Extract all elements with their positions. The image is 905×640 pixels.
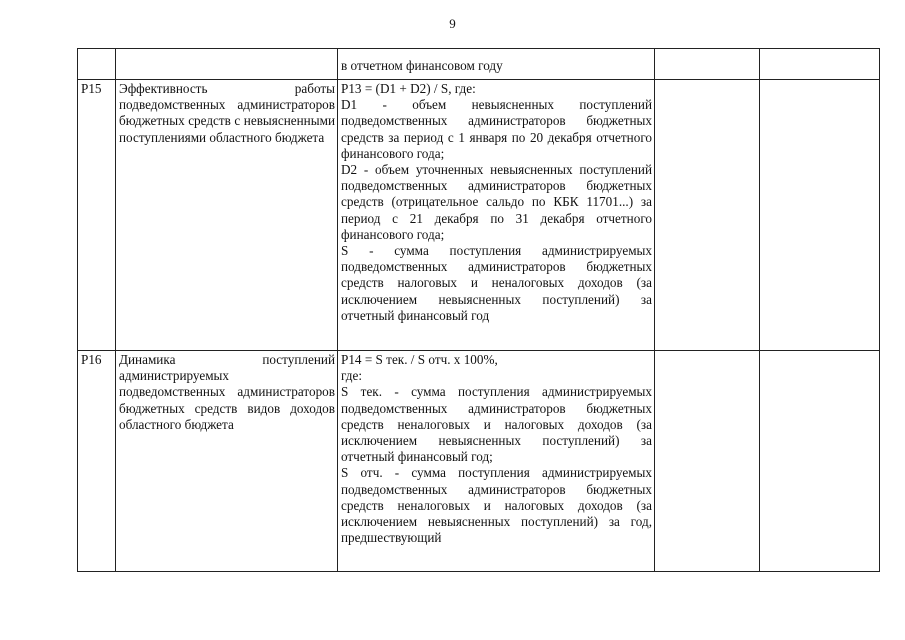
- empty-cell-5: [760, 80, 880, 351]
- formula-cell: [338, 351, 655, 572]
- indicators-table: [77, 48, 880, 572]
- row-code: P16: [78, 351, 116, 572]
- indicator-text: Эффективность работы подведомственных администраторов бюджетных средств с невыясненными поступлениями областного бюджета: [119, 81, 335, 145]
- page-number: 9: [449, 16, 456, 31]
- indicator-cell-empty: [116, 49, 338, 80]
- formula-block: [341, 81, 652, 324]
- formula-line: S тек. - сумма поступления администрируемых подведомственных администраторов бюджетных средств неналоговых и налоговых доходов (за исключением невыясненных поступлений) за отчетный финансовый год;: [341, 384, 652, 465]
- table-row-continuation: [78, 49, 880, 80]
- formula-cell: [338, 80, 655, 351]
- formula-line: S - сумма поступления администрируемых подведомственных администраторов бюджетных средств налоговых и неналоговых доходов (за исключением невыясненных поступлений) за отчетный финансовый год: [341, 243, 652, 323]
- formula-block: [341, 352, 652, 546]
- indicator-cell: [116, 80, 338, 351]
- indicator-text: Динамика поступлений администрируемых подведомственных администраторов бюджетных средств видов доходов областного бюджета: [119, 352, 335, 432]
- empty-cell-5: [760, 49, 880, 80]
- formula-tail-text: в отчетном финансовом году: [341, 58, 503, 73]
- formula-line: D2 - объем уточненных невыясненных поступлений подведомственных администраторов бюджетных средств (отрицательное сальдо по КБК 11701...) за период с 21 декабря по 31 декабря отчетного финансового года;: [341, 162, 652, 242]
- formula-line: P13 = (D1 + D2) / S, где:: [341, 81, 476, 96]
- code-cell-empty: [78, 49, 116, 80]
- empty-cell-5: [760, 351, 880, 572]
- empty-cell-4: [655, 351, 760, 572]
- table-row-p15: [78, 80, 880, 351]
- row-code: P15: [78, 80, 116, 351]
- formula-line: где:: [341, 368, 362, 384]
- formula-line: S отч. - сумма поступления администрируемых подведомственных администраторов бюджетных средств неналоговых и налоговых доходов (за исключением невыясненных поступлений) за год, предшествующий: [341, 465, 652, 546]
- formula-line: D1 - объем невыясненных поступлений подведомственных администраторов бюджетных средств за период с 1 января по 20 декабря отчетного финансового года;: [341, 97, 652, 161]
- empty-cell-4: [655, 49, 760, 80]
- formula-line: P14 = S тек. / S отч. x 100%,: [341, 352, 498, 367]
- formula-cell: [338, 49, 655, 80]
- empty-cell-4: [655, 80, 760, 351]
- indicator-cell: [116, 351, 338, 572]
- table-row-p16: [78, 351, 880, 572]
